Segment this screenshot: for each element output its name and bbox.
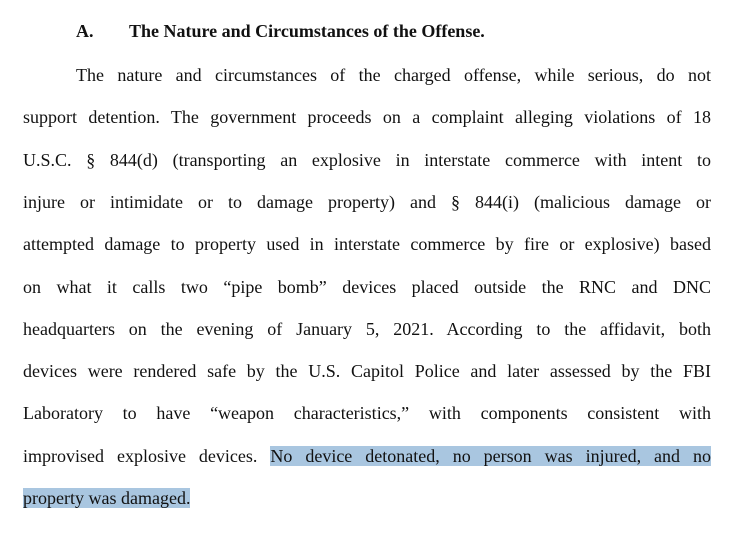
paragraph-line: attempted damage to property used in interstate commerce by fire or explosive) based xyxy=(23,234,711,254)
paragraph-line: The nature and circumstances of the charged offense, while serious, do not xyxy=(76,65,711,85)
highlighted-text[interactable]: No device detonated, no person was injured, and no xyxy=(270,446,711,466)
section-letter: A. xyxy=(76,21,94,41)
paragraph-line: U.S.C. § 844(d) (transporting an explosive in interstate commerce with intent to xyxy=(23,150,711,170)
paragraph-line xyxy=(23,444,711,468)
section-heading xyxy=(76,21,485,42)
paragraph-line: injure or intimidate or to damage property) and § 844(i) (malicious damage or xyxy=(23,192,711,212)
paragraph-line xyxy=(23,486,190,510)
paragraph-line: devices were rendered safe by the U.S. Capitol Police and later assessed by the FBI xyxy=(23,361,711,381)
line-text: improvised explosive devices. xyxy=(23,446,258,466)
paragraph-line: on what it calls two “pipe bomb” devices placed outside the RNC and DNC xyxy=(23,277,711,297)
paragraph-line: headquarters on the evening of January 5, 2021. According to the affidavit, both xyxy=(23,319,711,339)
highlighted-text[interactable]: property was damaged. xyxy=(23,488,191,508)
section-title: The Nature and Circumstances of the Offense. xyxy=(129,21,485,41)
paragraph-line: Laboratory to have “weapon characteristics,” with components consistent with xyxy=(23,403,711,423)
paragraph-line: support detention. The government proceeds on a complaint alleging violations of 18 xyxy=(23,107,711,127)
